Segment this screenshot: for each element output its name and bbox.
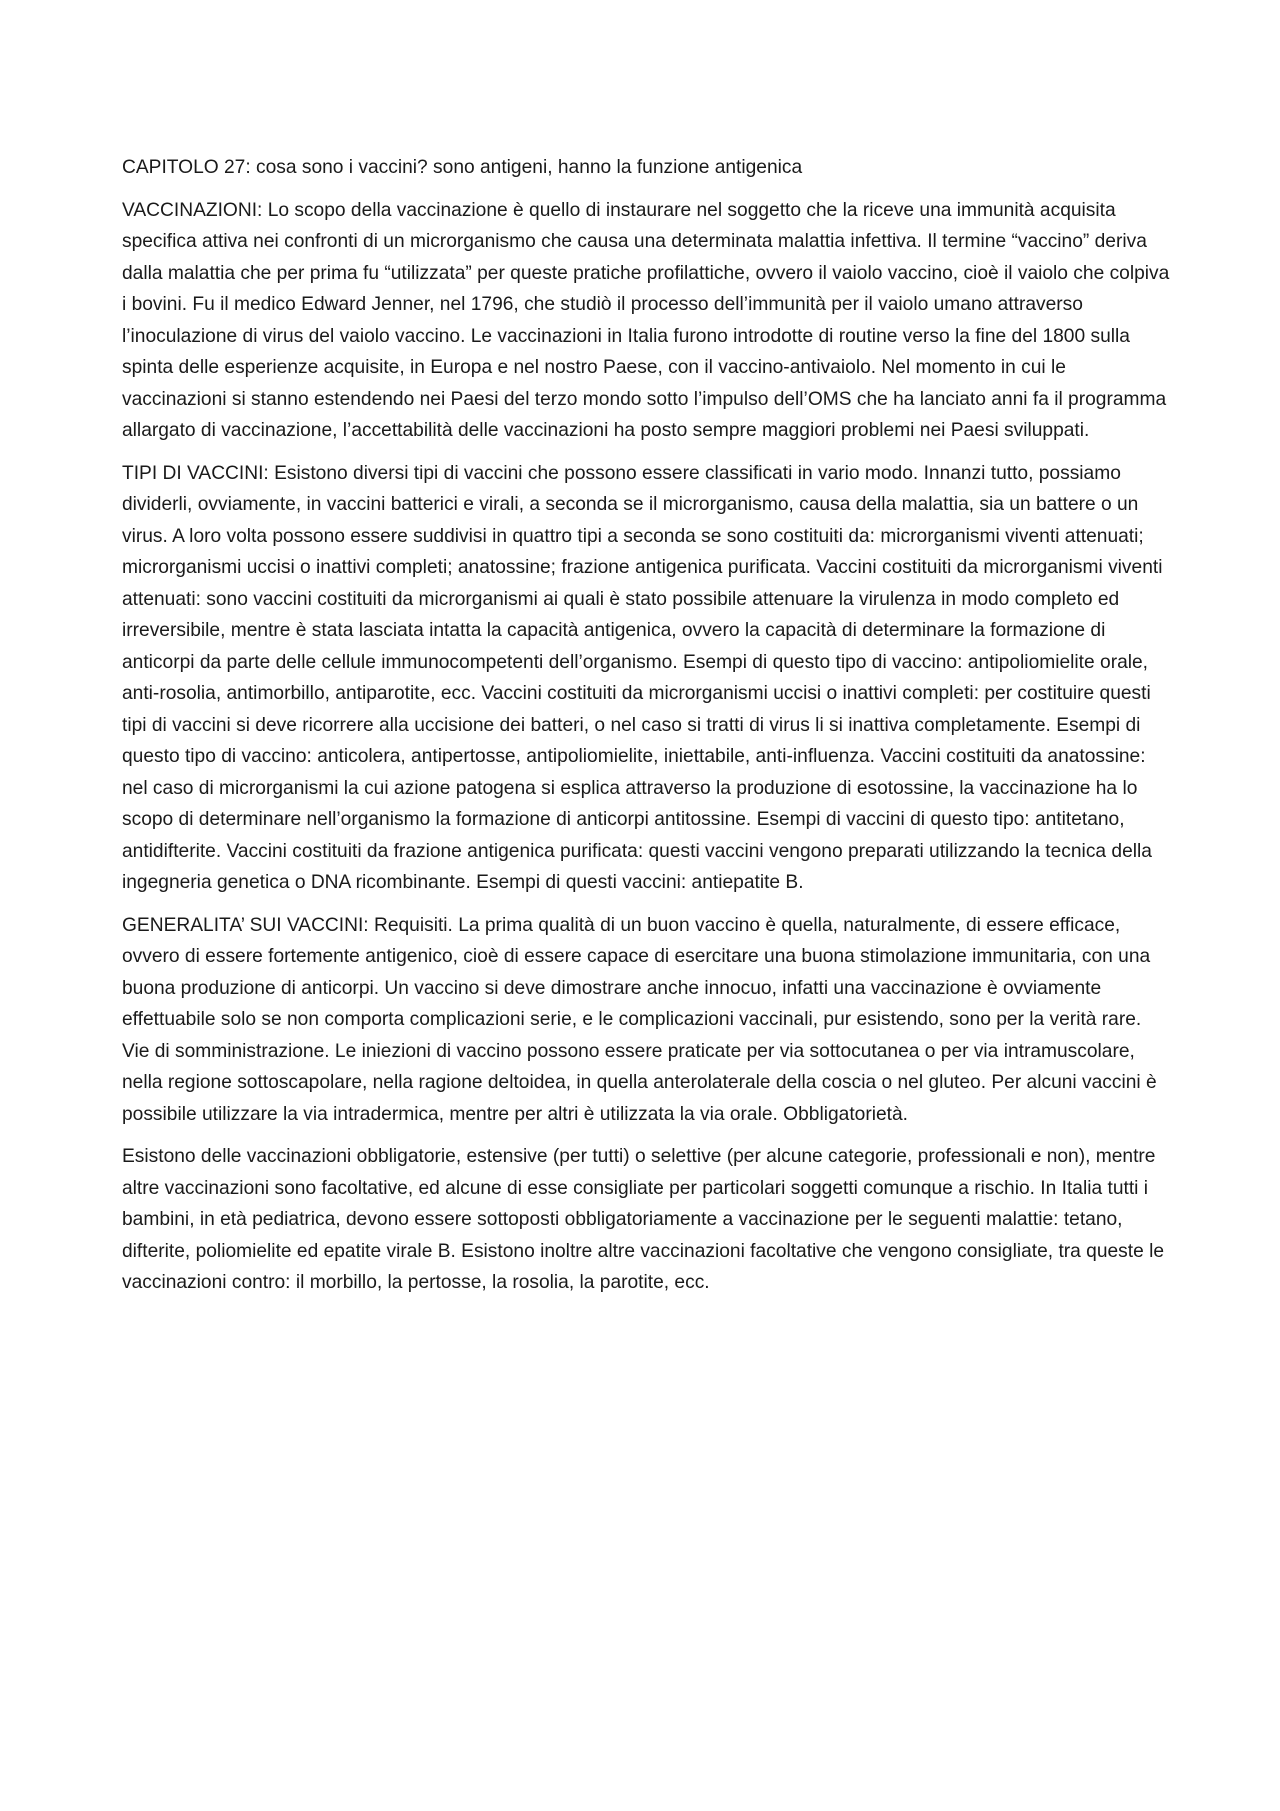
paragraph-tipi-di-vaccini: TIPI DI VACCINI: Esistono diversi tipi di vaccini che possono essere classificati in vario modo. Innanzi tutto, possiamo dividerli, ovviamente, in vaccini batterici e virali, a seconda se il microrganismo, causa della malattia, sia un battere o un virus. A loro volta possono essere suddivisi in quattro tipi a seconda se sono costituiti da: microrganismi viventi attenuati; microrganismi uccisi o inattivi completi; anatossine; frazione antigenica purificata. Vaccini costituiti da microrganismi viventi attenuati: sono vaccini costituiti da microrganismi ai quali è stato possibile attenuare la virulenza in modo completo ed irreversibile, mentre è stata lasciata intatta la capacità antigenica, ovvero la capacità di determinare la formazione di anticorpi da parte delle cellule immunocompetenti dell’organismo. Esempi di questo tipo di vaccino: antipoliomielite orale, anti-rosolia, antimorbillo, antiparotite, ecc. Vaccini costituiti da microrganismi uccisi o inattivi completi: per costituire questi tipi di vaccini si deve ricorrere alla uccisione dei batteri, o nel caso si tratti di virus li si inattiva completamente. Esempi di questo tipo di vaccino: anticolera, antipertosse, antipoliomielite, iniettabile, anti-influenza. Vaccini costituiti da anatossine: nel caso di microrganismi la cui azione patogena si esplica attraverso la produzione di esotossine, la vaccinazione ha lo scopo di determinare nell’organismo la formazione di anticorpi antitossine. Esempi di vaccini di questo tipo: antitetano, antidifterite. Vaccini costituiti da frazione antigenica purificata: questi vaccini vengono preparati utilizzando la tecnica della ingegneria genetica o DNA ricombinante. Esempi di questi vaccini: antiepatite B. — [122, 462, 1163, 893]
paragraph-vaccinazioni: VACCINAZIONI: Lo scopo della vaccinazione è quello di instaurare nel soggetto che la riceve una immunità acquisita specifica attiva nei confronti di un microrganismo che causa una determinata malattia infettiva. Il termine “vaccino” deriva dalla malattia che per prima fu “utilizzata” per queste pratiche profilattiche, ovvero il vaiolo vaccino, cioè il vaiolo che colpiva i bovini. Fu il medico Edward Jenner, nel 1796, che studiò il processo dell’immunità per il vaiolo umano attraverso l’inoculazione di virus del vaiolo vaccino. Le vaccinazioni in Italia furono introdotte di routine verso la fine del 1800 sulla spinta delle esperienze acquisite, in Europa e nel nostro Paese, con il vaccino-antivaiolo. Nel momento in cui le vaccinazioni si stanno estendendo nei Paesi del terzo mondo sotto l’impulso dell’OMS che ha lanciato anni fa il programma allargato di vaccinazione, l’accettabilità delle vaccinazioni ha posto sempre maggiori problemi nei Paesi sviluppati. — [122, 199, 1170, 441]
paragraph-generalita-sui-vaccini: GENERALITA’ SUI VACCINI: Requisiti. La prima qualità di un buon vaccino è quella, naturalmente, di essere efficace, ovvero di essere fortemente antigenico, cioè di essere capace di esercitare una buona stimolazione immunitaria, con una buona produzione di anticorpi. Un vaccino si deve dimostrare anche innocuo, infatti una vaccinazione è ovviamente effettuabile solo se non comporta complicazioni serie, e le complicazioni vaccinali, pur esistendo, sono per la verità rare. Vie di somministrazione. Le iniezioni di vaccino possono essere praticate per via sottocutanea o per via intramuscolare, nella regione sottoscapolare, nella ragione deltoidea, in quella anterolaterale della coscia o nel gluteo. Per alcuni vaccini è possibile utilizzare la via intradermica, mentre per altri è utilizzata la via orale. Obbligatorietà. — [122, 914, 1157, 1125]
document-body — [122, 152, 1172, 1310]
paragraph-obbligatorieta: Esistono delle vaccinazioni obbligatorie, estensive (per tutti) o selettive (per alcune categorie, professionali e non), mentre altre vaccinazioni sono facoltative, ed alcune di esse consigliate per particolari soggetti comunque a rischio. In Italia tutti i bambini, in età pediatrica, devono essere sottoposti obbligatoriamente a vaccinazione per le seguenti malattie: tetano, difterite, poliomielite ed epatite virale B. Esistono inoltre altre vaccinazioni facoltative che vengono consigliate, tra queste le vaccinazioni contro: il morbillo, la pertosse, la rosolia, la parotite, ecc. — [122, 1146, 1165, 1293]
chapter-title: CAPITOLO 27: cosa sono i vaccini? sono antigeni, hanno la funzione antigenica — [122, 157, 803, 178]
